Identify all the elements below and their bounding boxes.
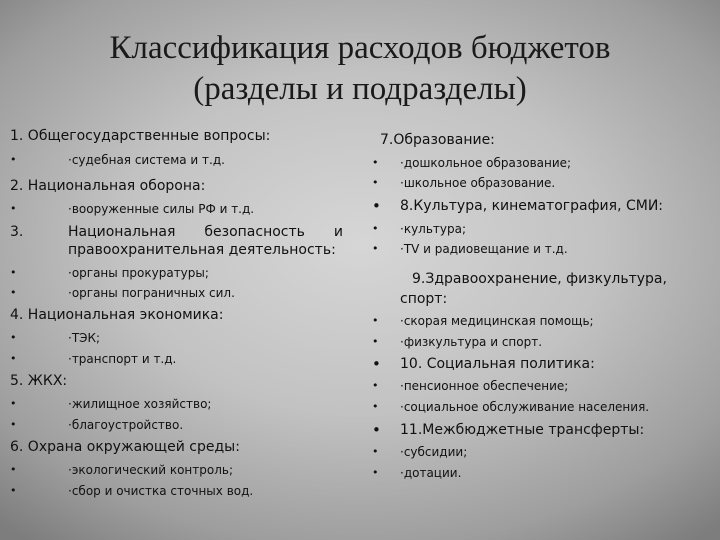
bullet-icon: •	[372, 335, 379, 348]
bullet-icon: •	[10, 352, 17, 365]
bullet-icon: •	[10, 397, 17, 410]
bullet-icon: •	[372, 197, 381, 215]
bullet-icon: •	[372, 466, 379, 479]
section-1-heading: 1. Общегосударственные вопросы:	[10, 128, 271, 144]
bullet-icon: •	[372, 242, 379, 255]
title-line-1: Классификация расходов бюджетов	[109, 30, 611, 66]
bullet-icon: •	[10, 484, 17, 497]
bullet-icon: •	[10, 266, 17, 279]
bullet-icon: •	[372, 176, 379, 189]
section-2-heading: 2. Национальная оборона:	[10, 178, 206, 194]
section-5-heading: 5. ЖКХ:	[10, 373, 68, 389]
bullet-icon: •	[10, 418, 17, 431]
bullet-icon: •	[372, 400, 379, 413]
bullet-icon: •	[372, 156, 379, 169]
bullet-icon: •	[10, 331, 17, 344]
section-6-heading: 6. Охрана окружающей среды:	[10, 439, 240, 455]
bullet-icon: •	[372, 355, 381, 373]
bullet-icon: •	[10, 286, 17, 299]
bullet-icon: •	[10, 463, 17, 476]
bullet-icon: •	[10, 153, 17, 166]
bullet-icon: •	[372, 421, 381, 439]
bullet-icon: •	[372, 314, 379, 327]
title-line-2: (разделы и подразделы)	[193, 71, 527, 107]
bullet-icon: •	[372, 445, 379, 458]
bullet-icon: •	[372, 379, 379, 392]
slide-title	[0, 28, 720, 110]
bullet-icon: •	[10, 202, 17, 215]
section-4-heading: 4. Национальная экономика:	[10, 307, 224, 323]
bullet-icon: •	[372, 222, 379, 235]
